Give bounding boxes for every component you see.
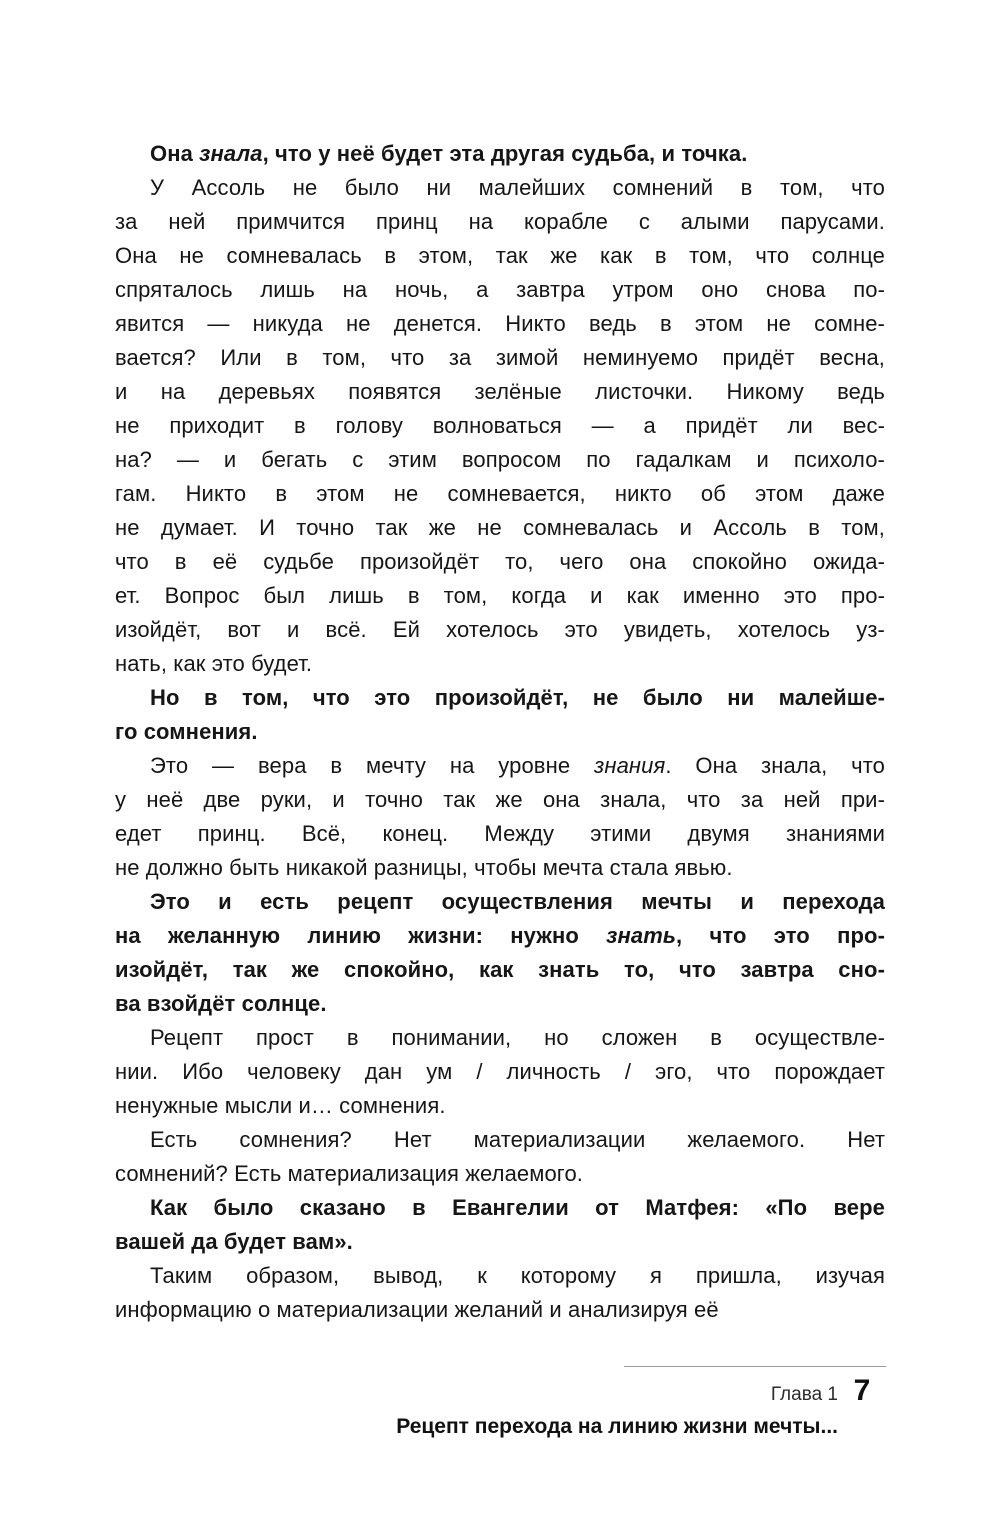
text-segment: го сомнения. [115, 719, 258, 744]
text-line [115, 1259, 885, 1293]
text-body [115, 137, 885, 1327]
text-line [115, 477, 885, 511]
text-line [115, 749, 885, 783]
text-line [115, 613, 885, 647]
paragraph [115, 1021, 885, 1123]
text-segment: Она не сомневалась в этом, так же как в том, что солнце [115, 243, 885, 268]
text-line [115, 953, 885, 987]
text-line [115, 511, 885, 545]
text-segment: знания [594, 753, 666, 778]
text-line [115, 1021, 885, 1055]
text-line [115, 137, 885, 171]
text-line [115, 1225, 885, 1259]
text-segment: вается? Или в том, что за зимой неминуемо придёт весна, [115, 345, 885, 370]
text-segment: на желанную линию жизни: нужно [115, 923, 607, 948]
text-segment: сомнений? Есть материализация желаемого. [115, 1161, 583, 1186]
text-segment: знала [199, 141, 263, 166]
footer-rule [624, 1366, 886, 1367]
text-segment: ненужные мысли и… сомнения. [115, 1093, 446, 1118]
text-line [115, 205, 885, 239]
footer-title: Рецепт перехода на линию жизни мечты... [396, 1415, 838, 1438]
text-line [115, 579, 885, 613]
text-line [115, 443, 885, 477]
text-line [115, 715, 885, 749]
text-segment: на? — и бегать с этим вопросом по гадалкам и психоло- [115, 447, 885, 472]
text-segment: , что у неё будет эта другая судьба, и точка. [262, 141, 748, 166]
paragraph [115, 137, 885, 171]
text-line [115, 1293, 885, 1327]
text-segment: Как было сказано в Евангелии от Матфея: «По вере [150, 1195, 885, 1220]
text-line [115, 545, 885, 579]
text-segment: явится — никуда не денется. Никто ведь в этом не сомне- [115, 311, 885, 336]
text-line [115, 307, 885, 341]
text-segment: , что это про- [676, 923, 885, 948]
text-segment: изойдёт, вот и всё. Ей хотелось это увидеть, хотелось уз- [115, 617, 885, 642]
chapter-label: Глава 1 [770, 1384, 838, 1405]
text-segment: информацию о материализации желаний и анализируя её [115, 1297, 719, 1322]
text-segment: не должно быть никакой разницы, чтобы мечта стала явью. [115, 855, 733, 880]
page-footer [396, 1366, 886, 1439]
text-segment: нать, как это будет. [115, 651, 313, 676]
text-line [115, 1157, 885, 1191]
text-segment: у неё две руки, и точно так же она знала, что за ней при- [115, 787, 885, 812]
text-segment: Есть сомнения? Нет материализации желаемого. Нет [150, 1127, 885, 1152]
text-line [115, 239, 885, 273]
text-segment: вашей да будет вам». [115, 1229, 353, 1254]
text-segment: . Она знала, что [665, 753, 885, 778]
text-segment: Это и есть рецепт осуществления мечты и перехода [150, 889, 885, 914]
text-line [115, 273, 885, 307]
text-line [115, 1123, 885, 1157]
text-segment: Рецепт прост в понимании, но сложен в осуществле- [150, 1025, 885, 1050]
text-segment: спряталось лишь на ночь, а завтра утром оно снова по- [115, 277, 885, 302]
text-segment: У Ассоль не было ни малейших сомнений в том, что [150, 175, 885, 200]
page-number: 7 [853, 1374, 871, 1407]
paragraph [115, 1191, 885, 1259]
text-segment: не приходит в голову волноваться — а придёт ли вес- [115, 413, 885, 438]
text-line [115, 341, 885, 375]
text-line [115, 375, 885, 409]
text-line [115, 681, 885, 715]
text-line [115, 647, 885, 681]
text-line [115, 987, 885, 1021]
paragraph [115, 749, 885, 885]
text-segment: Она [150, 141, 200, 166]
paragraph [115, 171, 885, 681]
text-segment: нии. Ибо человеку дан ум / личность / эго, что порождает [115, 1059, 885, 1084]
text-line [115, 1055, 885, 1089]
text-segment: не думает. И точно так же не сомневалась и Ассоль в том, [115, 515, 885, 540]
footer-row [771, 1374, 886, 1408]
paragraph [115, 681, 885, 749]
paragraph [115, 1123, 885, 1191]
text-line [115, 919, 885, 953]
text-line [115, 851, 885, 885]
text-segment: изойдёт, так же спокойно, как знать то, что завтра сно- [115, 957, 885, 982]
text-line [115, 1191, 885, 1225]
text-segment: Но в том, что это произойдёт, не было ни малейше- [150, 685, 885, 710]
text-segment: знать [606, 923, 677, 948]
text-segment: гам. Никто в этом не сомневается, никто об этом даже [115, 481, 885, 506]
text-segment: и на деревьях появятся зелёные листочки. Никому ведь [115, 379, 885, 404]
paragraph [115, 885, 885, 1021]
text-segment: что в её судьбе произойдёт то, чего она спокойно ожида- [115, 549, 885, 574]
text-line [115, 1089, 885, 1123]
text-line [115, 817, 885, 851]
text-segment: едет принц. Всё, конец. Между этими двумя знаниями [115, 821, 885, 846]
text-segment: за ней примчится принц на корабле с алыми парусами. [115, 209, 885, 234]
paragraph [115, 1259, 885, 1327]
text-segment: ва взойдёт солнце. [115, 991, 327, 1016]
text-line [115, 783, 885, 817]
text-line [115, 409, 885, 443]
text-segment: ет. Вопрос был лишь в том, когда и как именно это про- [115, 583, 885, 608]
text-segment: Это — вера в мечту на уровне [150, 753, 595, 778]
text-line [115, 171, 885, 205]
text-segment: Таким образом, вывод, к которому я пришла, изучая [150, 1263, 885, 1288]
text-line [115, 885, 885, 919]
